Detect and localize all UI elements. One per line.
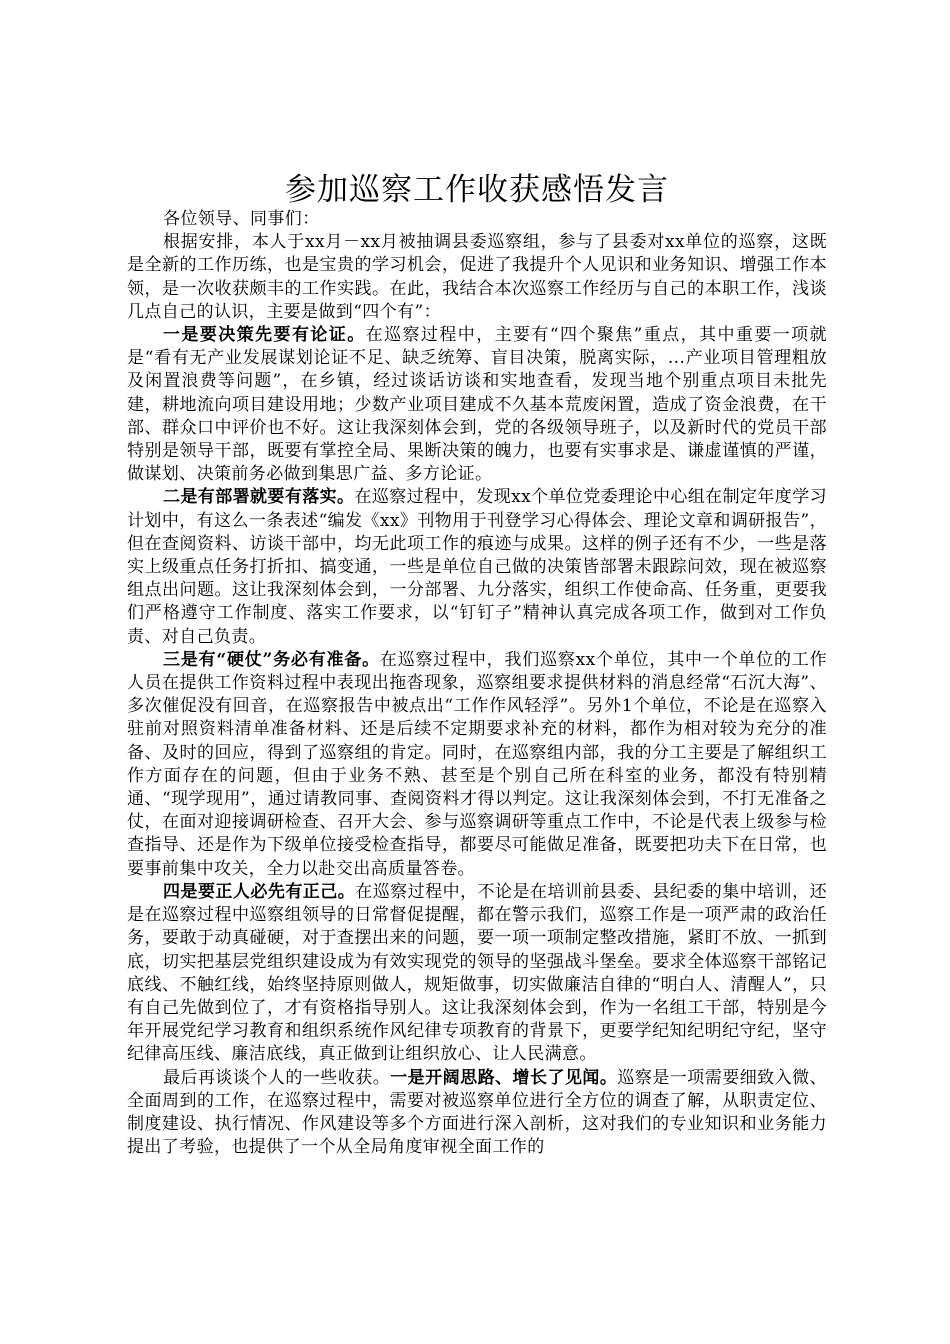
section-3-paragraph xyxy=(127,649,827,881)
section-4-body: 在巡察过程中，不论是在培训前县委、县纪委的集中培训，还是在巡察过程中巡察组领导的日常督促提醒，都在警示我们，巡察工作是一项严肃的政治任务，要敢于动真碰硬，对于查摆出来的问题，要一项一项制定整改措施，紧盯不放、一抓到底，切实把基层党组织建设成为有效实现党的领导的坚强战斗堡垒。要求全体巡察干部铭记底线、不触红线，始终坚持原则做人，规矩做事，切实做廉洁自律的“明白人、清醒人”，只有自己先做到位了，才有资格指导别人。这让我深刻体会到，作为一名组工干部，特别是今年开展党纪学习教育和组织系统作风纪律专项教育的背景下，更要学纪知纪明纪守纪，坚守纪律高压线、廉洁底线，真正做到让组织放心、让人民满意。 xyxy=(127,881,827,1065)
section-2-heading: 二是有部署就要有落实。 xyxy=(163,487,355,508)
intro-paragraph: 根据安排，本人于xx月－xx月被抽调县委巡察组，参与了县委对xx单位的巡察，这既是全新的工作历练，也是宝贵的学习机会，促进了我提升个人见识和业务知识、增强工作本领，是一次收获颇丰的工作实践。在此，我结合本次巡察工作经历与自己的本职工作，浅谈几点自己的认识，主要是做到“四个有”： xyxy=(127,232,827,322)
document-title: 参加巡察工作收获感悟发言 xyxy=(285,172,669,208)
closing-body: 巡察是一项需要细致入微、全面周到的工作，在巡察过程中，需要对被巡察单位进行全方位的调查了解，从职责定位、制度建设、执行情况、作风建设等多个方面进行深入剖析，这对我们的专业知识和业务能力提出了考验，也提供了一个从全局角度审视全面工作的 xyxy=(127,1067,828,1158)
closing-paragraph xyxy=(127,1067,827,1160)
section-3-body: 在巡察过程中，我们巡察xx个单位，其中一个单位的工作人员在提供工作资料过程中表现出拖沓现象，巡察组要求提供材料的消息经常“石沉大海”、多次催促没有回音，在巡察报告中被点出“工作作风轻浮”。另外1个单位，不论是在巡察入驻前对照资料清单准备材料、还是后续不定期要求补充的材料，都作为相对较为充分的准备、及时的回应，得到了巡察组的肯定。同时，在巡察组内部，我的分工主要是了解组织工作方面存在的问题，但由于业务不熟、甚至是个别自己所在科室的业务，都没有特别精通、“现学现用”，通过请教同事、查阅资料才得以判定。这让我深刻体会到，不打无准备之仗，在面对迎接调研检查、召开大会、参与巡察调研等重点工作中，不论是代表上级参与检查指导、还是作为下级单位接受检查指导，都要尽可能做足准备，既要把功夫下在日常，也要事前集中攻关，全力以赴交出高质量答卷。 xyxy=(127,649,827,879)
section-1-body: 在巡察过程中，主要有“四个聚焦”重点，其中重要一项就是“看有无产业发展谋划论证不足、缺乏统筹、盲目决策，脱离实际，...产业项目管理粗放及闲置浪费等问题”，在乡镇，经过谈话访谈和实地查看，发现当地个别重点项目未批先建，耕地流向项目建设用地；少数产业项目建成不久基本荒废闲置，造成了资金浪费，在干部、群众口中评价也不好。这让我深刻体会到，党的各级领导班子，以及新时代的党员干部特别是领导干部，既要有掌控全局、果断决策的魄力，也要有实事求是、谦虚谨慎的严谨，做谋划、决策前务必做到集思广益、多方论证。 xyxy=(127,325,828,485)
section-2-body: 在巡察过程中，发现xx个单位党委理论中心组在制定年度学习计划中，有这么一条表述“编发《xx》刊物用于刊登学习心得体会、理论文章和调研报告”，但在查阅资料、访谈干部中，均无此项工作的痕迹与成果。这样的例子还有不少，一些是落实上级重点任务打折扣、搞变通，一些是单位自己做的决策皆部署未跟踪问效，现在被巡察组点出问题。这让我深刻体会到，一分部署、九分落实，组织工作使命高、任务重，更要我们严格遵守工作制度、落实工作要求，以“钉钉子”精神认真完成各项工作，做到对工作负责、对自己负责。 xyxy=(127,487,827,647)
closing-lead: 最后再谈谈个人的一些收获。 xyxy=(163,1067,391,1088)
section-1-heading: 一是要决策先要有论证。 xyxy=(163,325,366,346)
salutation: 各位领导、同事们： xyxy=(163,209,320,229)
section-3-heading: 三是有“硬仗”务必有准备。 xyxy=(163,649,380,670)
section-4-paragraph xyxy=(127,881,827,1067)
document-page xyxy=(127,168,827,1159)
section-4-heading: 四是要正人必先有正己。 xyxy=(163,881,356,902)
section-1-paragraph xyxy=(127,324,827,486)
section-2-paragraph xyxy=(127,486,827,648)
closing-heading: 一是开阔思路、增长了见闻。 xyxy=(390,1067,618,1088)
